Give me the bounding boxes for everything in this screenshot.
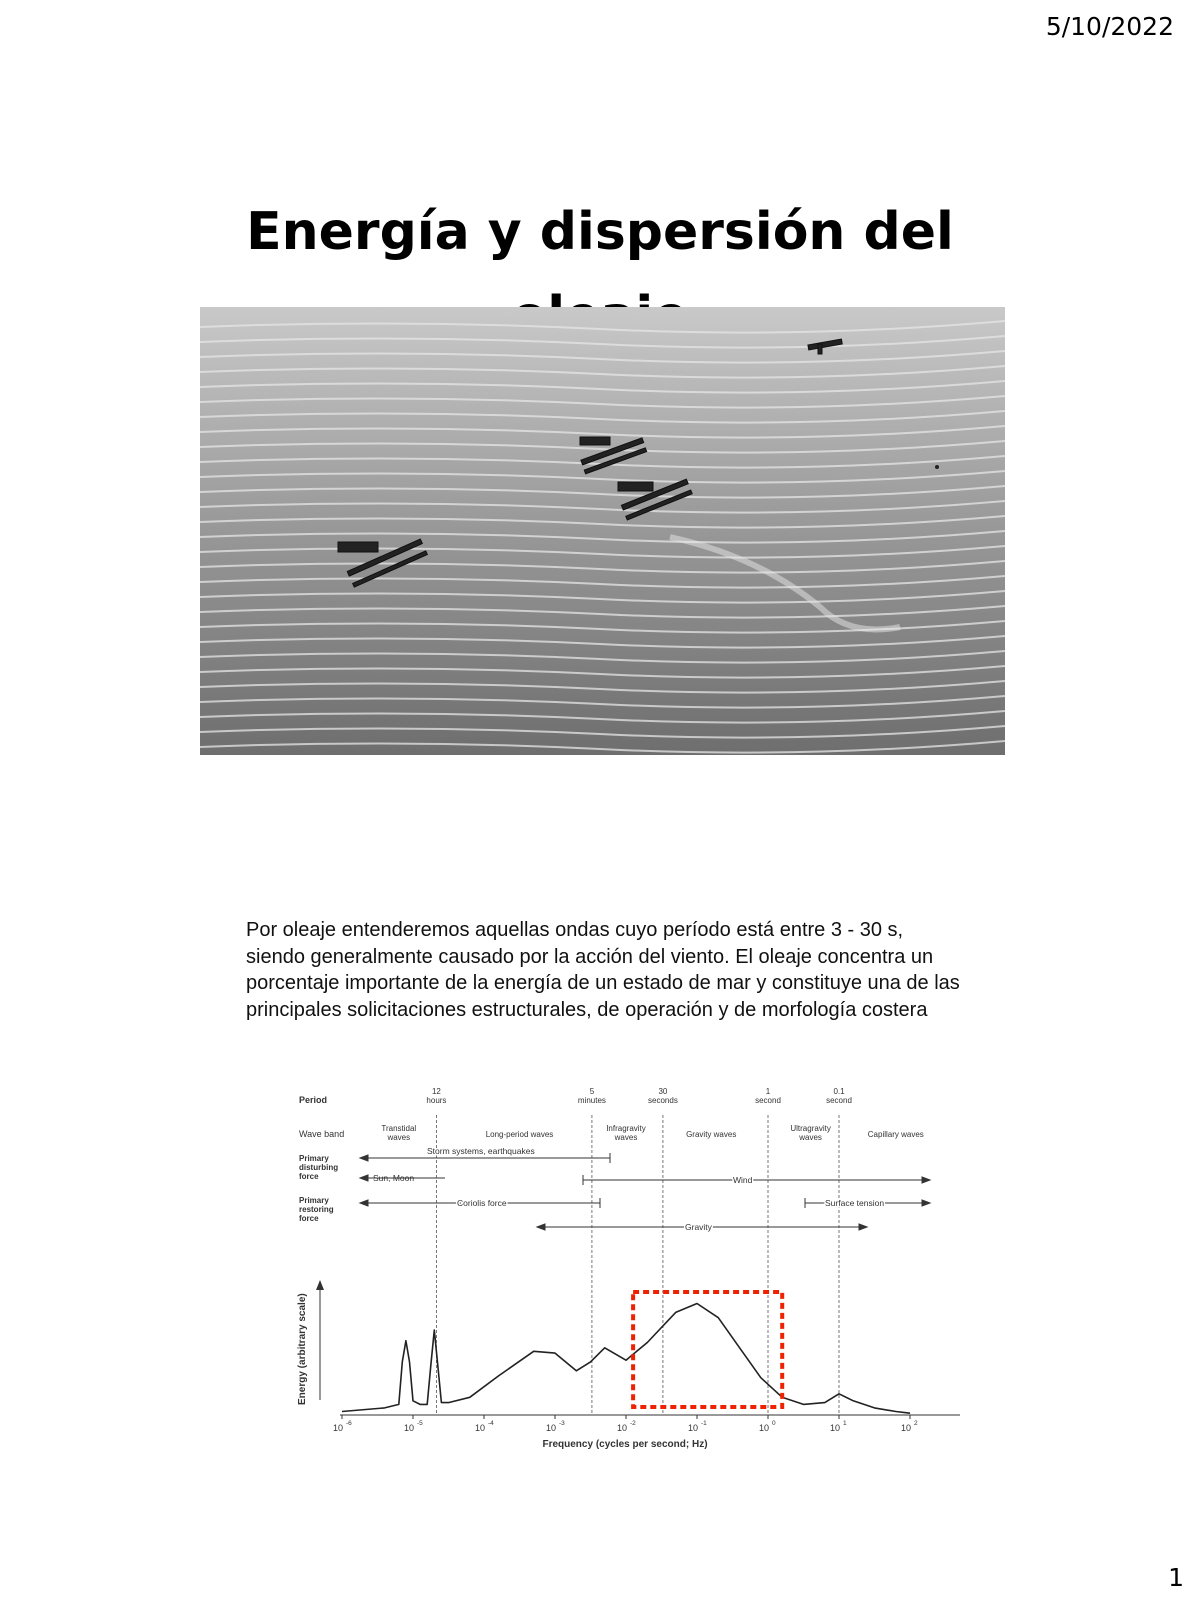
row-label-disturbing-1: Primary bbox=[299, 1154, 329, 1163]
biplanes-ocean-photo bbox=[200, 307, 1005, 755]
wave-band-label: Ultragravity bbox=[790, 1124, 831, 1133]
wave-band-label: Infragravity bbox=[606, 1124, 646, 1133]
slide-date: 5/10/2022 bbox=[1045, 12, 1174, 41]
storm-arrow-head bbox=[360, 1155, 368, 1161]
force-arrows bbox=[360, 1153, 930, 1230]
row-label-restoring-2: restoring bbox=[299, 1205, 334, 1214]
x-tick-label: 10 bbox=[403, 1423, 415, 1433]
wave-band-label-2: waves bbox=[799, 1133, 822, 1142]
row-label-disturbing-3: force bbox=[299, 1172, 319, 1181]
row-label-wave-band: Wave band bbox=[299, 1129, 345, 1139]
x-tick-label: 10 bbox=[829, 1423, 841, 1433]
row-label-disturbing-2: disturbing bbox=[299, 1163, 339, 1172]
x-tick-exponent: -1 bbox=[701, 1420, 707, 1427]
row-label-restoring-3: force bbox=[299, 1214, 319, 1223]
period-marker-unit: hours bbox=[426, 1096, 447, 1105]
x-tick-exponent: 0 bbox=[772, 1420, 776, 1427]
period-marker-unit: second bbox=[826, 1096, 852, 1105]
x-tick-label: 10 bbox=[687, 1423, 699, 1433]
period-marker-top: 30 bbox=[658, 1087, 668, 1096]
x-tick-label: 10 bbox=[758, 1423, 770, 1433]
wind-label: Wind bbox=[733, 1175, 753, 1185]
storm-label: Storm systems, earthquakes bbox=[427, 1146, 535, 1156]
sun-moon-label: Sun, Moon bbox=[373, 1173, 415, 1183]
row-label-period: Period bbox=[299, 1095, 328, 1105]
x-tick-exponent: -3 bbox=[559, 1420, 565, 1427]
wave-band-label: Capillary waves bbox=[867, 1130, 924, 1139]
title-line-1: Energía y dispersión del bbox=[246, 202, 954, 262]
x-tick-exponent: -5 bbox=[417, 1420, 423, 1427]
x-tick-exponent: 2 bbox=[914, 1420, 918, 1427]
wave-band-label: Gravity waves bbox=[686, 1130, 737, 1139]
period-marker-unit: second bbox=[755, 1096, 781, 1105]
coriolis-label: Coriolis force bbox=[457, 1198, 507, 1208]
energy-spectrum-line bbox=[342, 1304, 910, 1414]
surface-tension-label: Surface tension bbox=[825, 1198, 885, 1208]
gravity-label: Gravity bbox=[685, 1222, 712, 1232]
wave-band-label-2: waves bbox=[387, 1133, 411, 1142]
row-label-restoring-1: Primary bbox=[299, 1196, 329, 1205]
x-tick-label: 10 bbox=[332, 1423, 344, 1433]
wave-band-label: Transtidal bbox=[381, 1124, 417, 1133]
wave-band-label-2: waves bbox=[614, 1133, 638, 1142]
period-marker-unit: seconds bbox=[648, 1096, 678, 1105]
period-marker-top: 5 bbox=[589, 1087, 595, 1096]
wave-energy-spectrum-chart bbox=[285, 1085, 965, 1455]
period-marker-top: 12 bbox=[431, 1087, 441, 1096]
x-tick-exponent: -4 bbox=[488, 1420, 494, 1427]
force-labels bbox=[373, 1146, 884, 1232]
x-tick-label: 10 bbox=[545, 1423, 557, 1433]
y-axis-label: Energy (arbitrary scale) bbox=[297, 1293, 308, 1405]
x-tick-label: 10 bbox=[900, 1423, 912, 1433]
period-marker-top: 1 bbox=[765, 1087, 771, 1096]
distant-object-icon bbox=[935, 465, 939, 469]
x-tick-label: 10 bbox=[616, 1423, 628, 1433]
period-marker-top: 0.1 bbox=[833, 1087, 845, 1096]
page-number: 1 bbox=[1168, 1563, 1184, 1592]
x-tick-label: 10 bbox=[474, 1423, 486, 1433]
wave-band-label: Long-period waves bbox=[485, 1130, 554, 1139]
x-tick-exponent: -2 bbox=[630, 1420, 636, 1427]
period-marker-unit: minutes bbox=[577, 1096, 606, 1105]
wind-wave-highlight-box bbox=[633, 1292, 782, 1407]
x-axis-label: Frequency (cycles per second; Hz) bbox=[542, 1439, 708, 1450]
energy-axis-arrow-head bbox=[316, 1280, 324, 1290]
x-tick-exponent: 1 bbox=[843, 1420, 847, 1427]
body-paragraph: Por oleaje entenderemos aquellas ondas cuyo período está entre 3 - 30 s, siendo generalmente causado por la acción del viento. El oleaje concentra un porcentaje importante de la energía de un estado de mar y constituye una de las principales solicitaciones estructurales, de operación y de morfología costera bbox=[246, 919, 960, 1021]
x-tick-exponent: -6 bbox=[346, 1420, 352, 1427]
